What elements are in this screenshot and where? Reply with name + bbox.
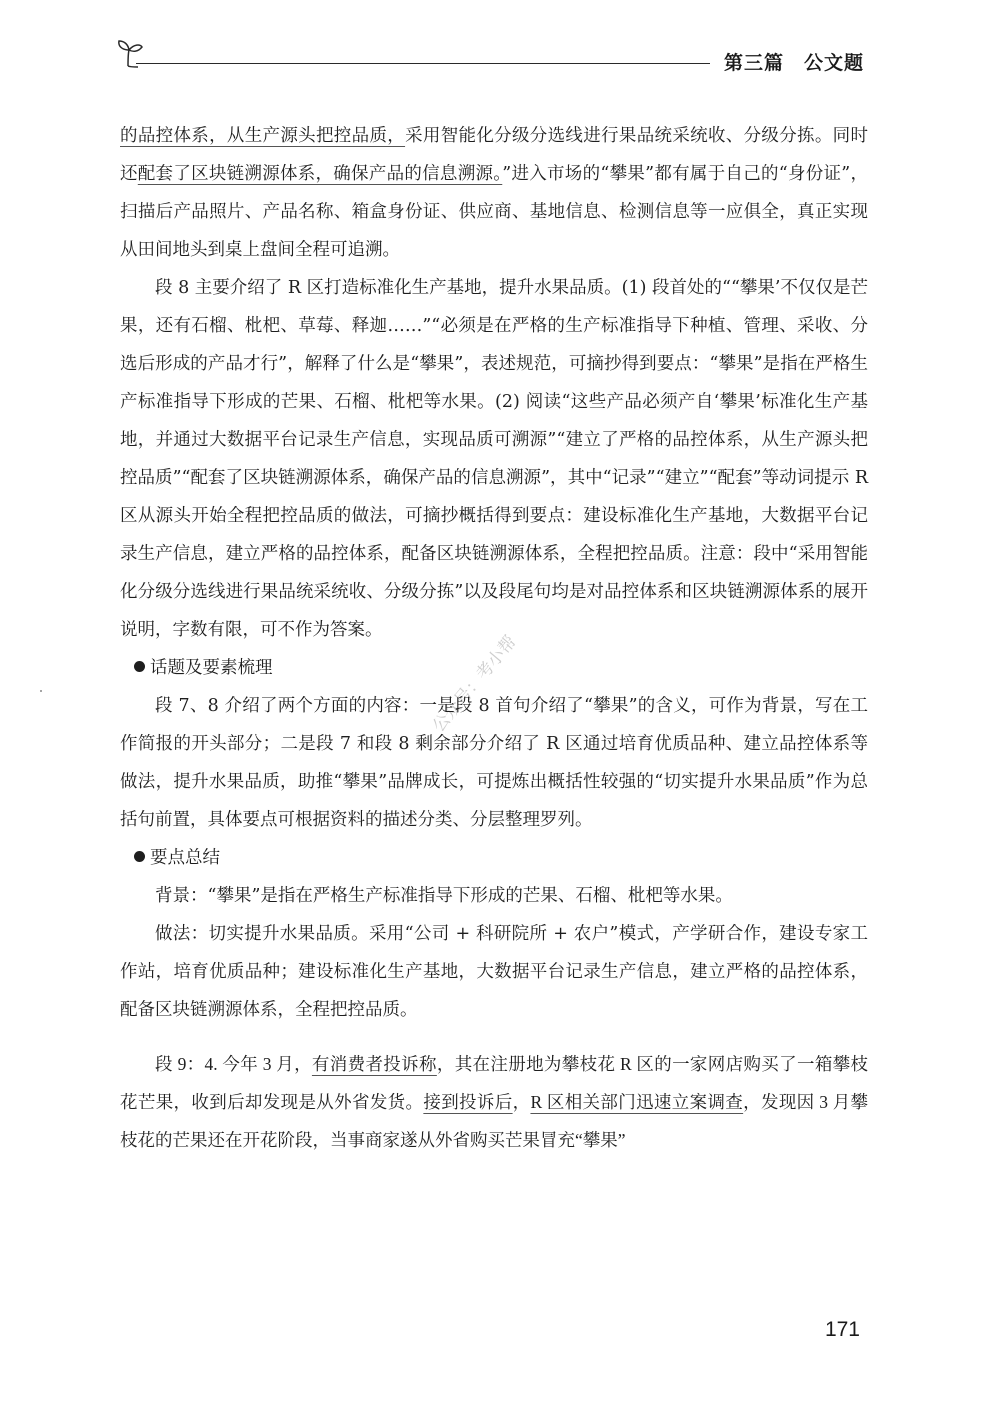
bullet-label: 话题及要素梳理 [150,658,273,678]
bullet-icon [134,851,145,862]
body-text: 采用智能化分级分选线进行果品统采统收、分级分拣。同时还 [120,126,869,184]
body-text: ，发现因 3 月攀枝花的芒果还在开花阶段，当事商家遂从外省购买芒果冒充“攀果” [120,1092,869,1150]
header-rule [136,63,710,64]
page-body [120,117,868,1159]
bullet-label: 要点总结 [150,848,220,868]
bullet-icon [134,661,145,672]
underlined-text: 的品控体系，从生产源头把控品质， [120,126,406,146]
underlined-text: R 区相关部门迅速立案调查 [530,1092,744,1112]
body-text: ，其在注册地为攀枝花 R 区的一家网店购买了一箱攀枝花芒果，收到后却发现是从外省发货。 [120,1054,869,1112]
paragraph-background: 背景：“攀果”是指在严格生产标准指导下形成的芒果、石榴、枇杷等水果。 [155,886,733,906]
paragraph-measures: 做法：切实提升水果品质。采用“公司 + 科研院所 + 农户”模式，产学研合作，建设专家工作站，培育优质品种；建设标准化生产基地，大数据平台记录生产信息，建立严格的品控体系，配备区块链溯源体系，全程把控品质。 [120,924,868,1020]
bullet-heading-topics [120,649,868,687]
page-header [112,36,872,76]
body-text: ”进入市场的“攀果”都有属于自己的“身份证”，扫描后产品照片、产品名称、箱盒身份证、供应商、基地信息、检测信息等一应俱全，真正实现从田间地头到桌上盘间全程可追溯。 [120,164,869,260]
scan-speck [40,690,42,692]
underlined-text: 有消费者投诉称 [311,1054,437,1074]
watermark: 公众号：考小帮 [428,632,521,737]
paragraph-1 [120,117,868,269]
paragraph-segment-9 [120,1045,868,1159]
bullet-heading-summary [120,839,868,877]
paragraph-topics: 段 7、8 介绍了两个方面的内容：一是段 8 首句介绍了“攀果”的含义，可作为背景，写在工作简报的开头部分；二是段 7 和段 8 剩余部分介绍了 R 区通过培育优质品种、建立品控体系等做法，提升水果品质，助推“攀果”品牌成长，可提炼出概括性较强的“切实提升水果品质”作为总括句前置，具体要点可根据资料的描述分类、分层整理罗列。 [120,696,868,830]
underlined-text: 接到投诉后 [423,1092,513,1112]
sprout-icon [112,36,146,70]
underlined-text: 配套了区块链溯源体系，确保产品的信息溯源。 [137,164,503,184]
section-title: 第三篇 公文题 [723,52,864,74]
page-number: 171 [824,1318,860,1341]
body-text: 段 9：4. 今年 3 月， [155,1054,312,1074]
paragraph-analysis-8: 段 8 主要介绍了 R 区打造标准化生产基地，提升水果品质。(1) 段首处的““攀果’不仅仅是芒果，还有石榴、枇杷、草莓、释迦……”“必须是在严格的生产标准指导下种植、管理、采收、分选后形成的产品才行”，解释了什么是“攀果”，表述规范，可摘抄得到要点：“攀果”是指在严格生产标准指导下形成的芒果、石榴、枇杷等水果。(2) 阅读“这些产品必须产自‘攀果’标准化生产基地，并通过大数据平台记录生产信息，实现品质可溯源”“建立了严格的品控体系，从生产源头把控品质”“配套了区块链溯源体系，确保产品的信息溯源”，其中“记录”“建立”“配套”等动词提示 R 区从源头开始全程把控品质的做法，可摘抄概括得到要点：建设标准化生产基地，大数据平台记录生产信息，建立严格的品控体系，配备区块链溯源体系，全程把控品质。注意：段中“采用智能化分级分选线进行果品统采统收、分级分拣”以及段尾句均是对品控体系和区块链溯源体系的展开说明，字数有限，可不作为答案。 [120,278,868,640]
body-text: ， [512,1092,531,1112]
section-gap [120,1029,868,1045]
